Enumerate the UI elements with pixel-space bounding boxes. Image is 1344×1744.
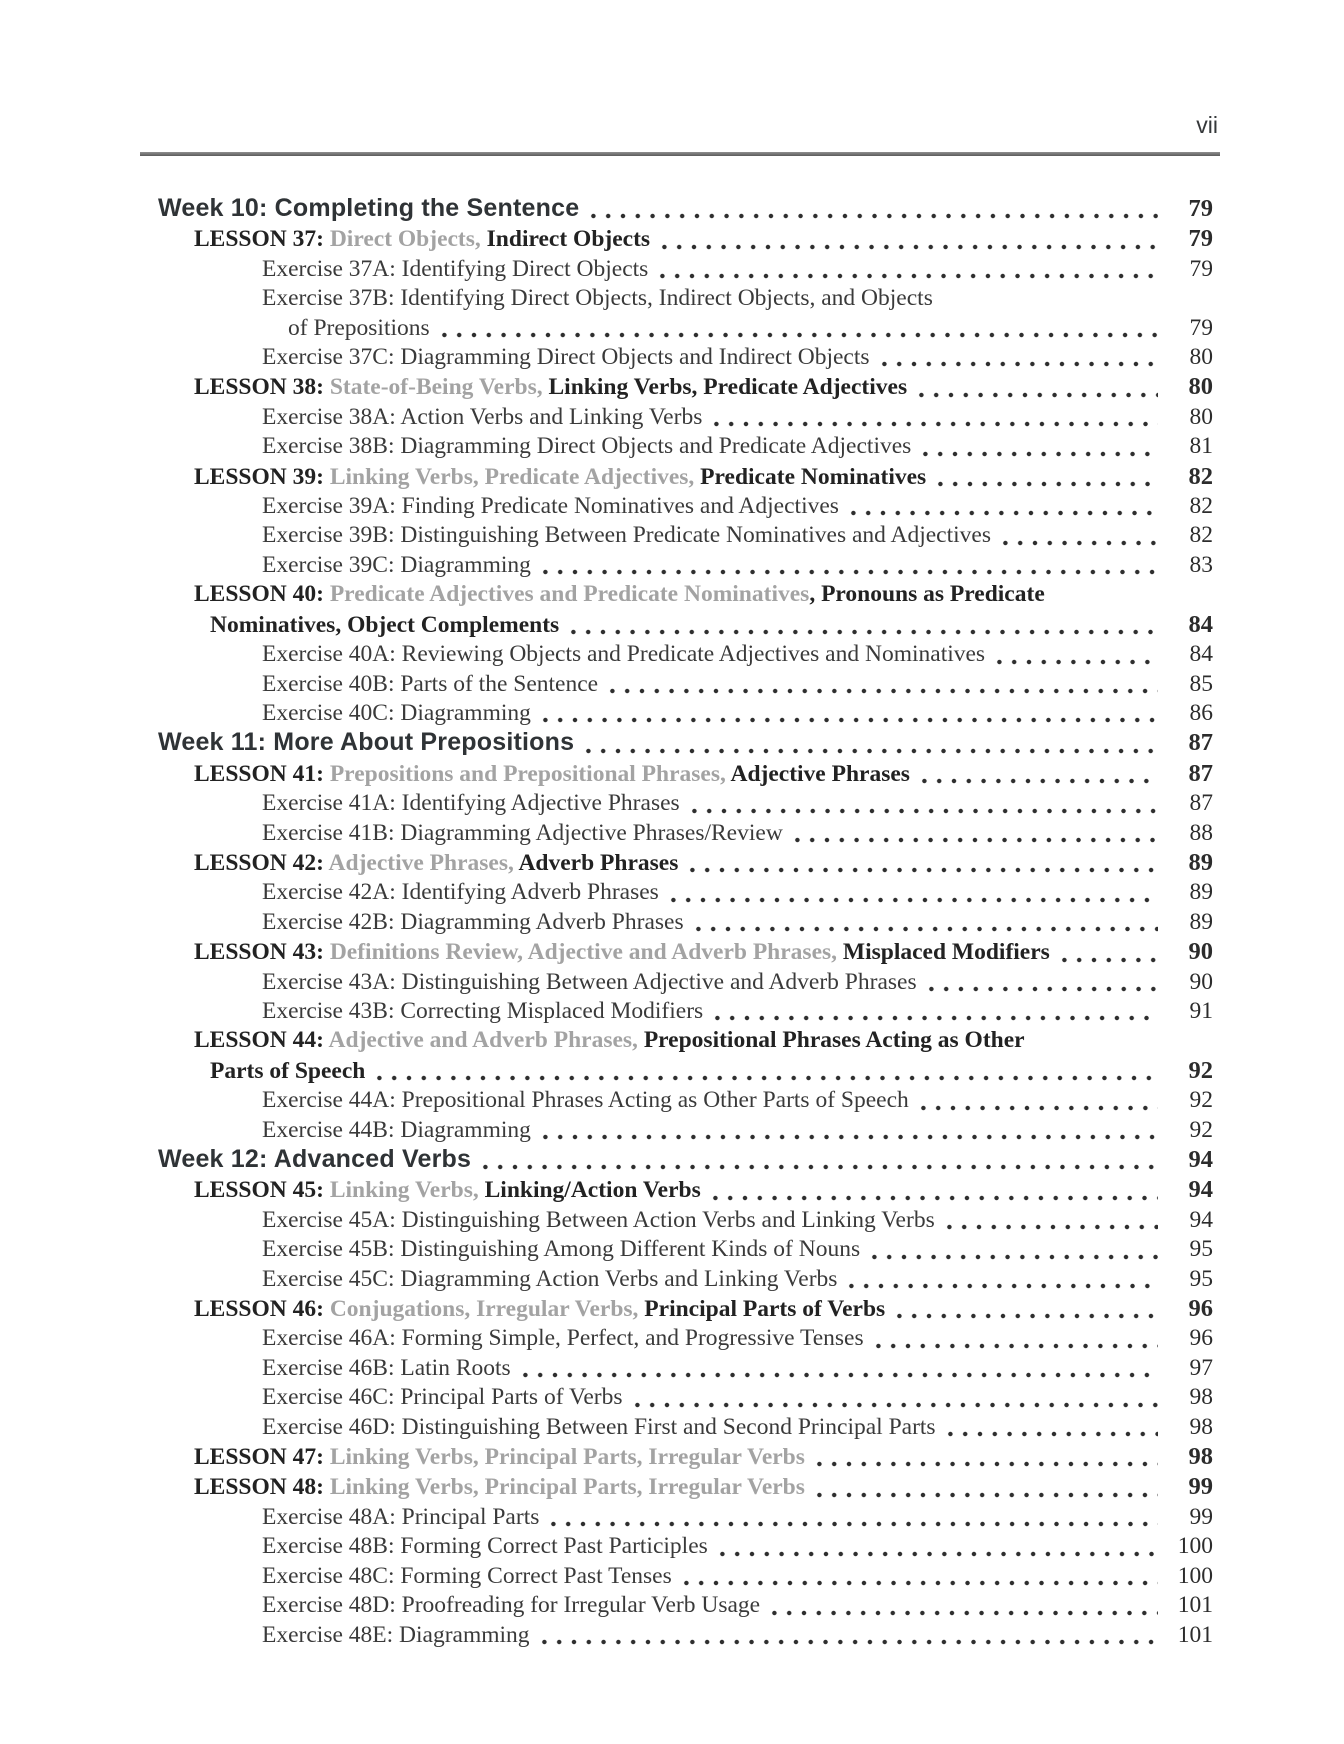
toc-entry-text: [262, 1562, 672, 1591]
toc-entry-text: [262, 789, 680, 818]
toc-text-segment: Adverb Phrases: [518, 849, 679, 876]
toc-text-segment: Exercise 48A: Principal Parts: [262, 1503, 540, 1530]
toc-text-segment: Week 10: Completing the Sentence: [158, 194, 580, 222]
toc-text-segment: Exercise 42A: Identifying Adverb Phrases: [262, 879, 659, 906]
toc-entry-text: [158, 194, 579, 224]
toc-entry-text: [262, 521, 991, 550]
dot-leader: [687, 807, 1158, 815]
dot-leader: [537, 1638, 1158, 1646]
toc-text-segment: Week 11: More About Prepositions: [158, 728, 575, 757]
page-number: 82: [1189, 522, 1213, 549]
dot-leader: [924, 985, 1158, 993]
toc-text-segment: Exercise 45B: Distinguishing Among Different Kinds of Nouns: [262, 1236, 861, 1263]
toc-text-segment: LESSON 42:: [194, 849, 329, 876]
toc-row: [158, 432, 1213, 461]
toc-text-segment: Parts of Speech: [210, 1057, 366, 1084]
toc-text-segment: Predicate Adjectives and Predicate Nominatives: [329, 581, 810, 608]
toc-entry-text: [194, 760, 910, 789]
page-number: 85: [1189, 670, 1213, 697]
toc-row: [158, 314, 1213, 343]
toc-entry-text: [262, 997, 703, 1026]
toc-text-segment: Exercise 46B: Latin Roots: [262, 1354, 511, 1381]
dot-leader: [942, 1223, 1158, 1231]
toc-text-segment: LESSON 37:: [194, 226, 330, 253]
toc-row: [158, 462, 1213, 492]
toc-row: [158, 819, 1213, 848]
dot-leader: [666, 896, 1158, 904]
toc-text-segment: Exercise 37B: Identifying Direct Objects, Indirect Objects, and Objects: [262, 285, 933, 312]
toc-row: [158, 1294, 1213, 1324]
toc-text-segment: Principal Parts of Verbs: [644, 1296, 886, 1323]
folio-page-number: vii: [1196, 112, 1218, 138]
toc-entry-text: [262, 1116, 531, 1145]
toc-text-segment: Definitions Review, Adjective and Adverb Phrases,: [329, 939, 843, 966]
toc-entry-text: [262, 640, 985, 669]
toc-row: [158, 1235, 1213, 1264]
toc-text-segment: Exercise 40A: Reviewing Objects and Predicate Adjectives and Nominatives: [262, 641, 986, 668]
page-number: 89: [1188, 848, 1213, 876]
page-number: 81: [1189, 433, 1213, 460]
toc-text-segment: Exercise 44B: Diagramming: [262, 1116, 531, 1143]
toc-entry-text: [262, 878, 659, 907]
page-number: 98: [1188, 1443, 1213, 1471]
toc-text-segment: Exercise 40C: Diagramming: [262, 699, 531, 726]
toc-text-segment: Linking Verbs, Predicate Adjectives: [548, 374, 908, 401]
toc-entry-text: [262, 908, 684, 937]
dot-leader: [538, 568, 1158, 576]
dot-leader: [918, 450, 1158, 458]
page-number: 83: [1189, 551, 1213, 578]
page-number: 79: [1188, 225, 1213, 253]
toc-text-segment: Exercise 38B: Diagramming Direct Objects and Predicate Adjectives: [262, 433, 912, 460]
page-number: 84: [1189, 641, 1213, 668]
page-number: 92: [1189, 1087, 1213, 1114]
page-number: 86: [1189, 699, 1213, 726]
page-number: 90: [1189, 968, 1213, 995]
toc-row: [158, 224, 1213, 254]
page-number: 101: [1177, 1592, 1213, 1619]
dot-leader: [992, 658, 1158, 666]
toc-entry-text: [194, 1473, 805, 1502]
header-rule: [140, 152, 1220, 156]
toc-entry-text: [262, 1265, 837, 1294]
toc-row: [158, 1413, 1213, 1442]
toc-row: [158, 728, 1213, 758]
toc-row: [158, 640, 1213, 669]
dot-leader: [372, 1074, 1158, 1082]
toc-entry-text: [194, 1295, 885, 1324]
toc-entry-text: [262, 255, 648, 284]
dot-leader: [630, 1401, 1159, 1409]
toc-row: [158, 343, 1213, 372]
page-number: 96: [1189, 1325, 1213, 1352]
page-number: 79: [1189, 314, 1213, 341]
toc-text-segment: , Pronouns as Predicate: [809, 581, 1045, 608]
toc-text-segment: Exercise 48E: Diagramming: [262, 1621, 530, 1648]
toc-row: [158, 1086, 1213, 1115]
page-number: 94: [1189, 1206, 1213, 1233]
toc-text-segment: Exercise 40B: Parts of the Sentence: [262, 670, 599, 697]
toc-entry-text: [194, 580, 1045, 609]
toc-text-segment: LESSON 40:: [194, 581, 330, 608]
toc-text-segment: Exercise 38A: Action Verbs and Linking Verbs: [262, 403, 703, 430]
page-number: 97: [1189, 1354, 1213, 1381]
toc-row: [158, 1532, 1213, 1561]
toc-text-segment: of Prepositions: [288, 314, 430, 341]
toc-entry-text: [262, 403, 702, 432]
dot-leader: [916, 1104, 1158, 1112]
toc-text-segment: Indirect Objects: [486, 226, 651, 253]
toc-row: [158, 1026, 1213, 1055]
toc-entry-text: [262, 1383, 623, 1412]
page-number: 92: [1188, 1056, 1213, 1084]
toc-text-segment: Adjective Phrases,: [328, 849, 519, 876]
toc-text-segment: Linking Verbs, Principal Parts, Irregular Verbs: [329, 1444, 805, 1471]
toc-entry-text: [194, 849, 678, 878]
dot-leader: [708, 1194, 1158, 1202]
toc-text-segment: Linking Verbs, Predicate Adjectives,: [329, 463, 701, 490]
toc-text-segment: LESSON 38:: [194, 374, 330, 401]
toc-entry-text: [262, 284, 933, 313]
toc-row: [158, 968, 1213, 997]
toc-text-segment: LESSON 47:: [194, 1444, 330, 1471]
toc-text-segment: Exercise 46C: Principal Parts of Verbs: [262, 1384, 623, 1411]
toc-text-segment: Exercise 45A: Distinguishing Between Action Verbs and Linking Verbs: [262, 1206, 935, 1233]
toc-entry-text: [288, 314, 430, 343]
toc-text-segment: LESSON 41:: [194, 760, 330, 787]
page-number: 80: [1189, 344, 1213, 371]
toc-entry-text: [194, 938, 1050, 967]
dot-leader: [657, 243, 1158, 251]
toc-text-segment: Adjective and Adverb Phrases,: [328, 1027, 644, 1054]
toc-entry-text: [262, 699, 531, 728]
page-number: 90: [1188, 938, 1213, 966]
toc-text-segment: Misplaced Modifiers: [842, 939, 1050, 966]
table-of-contents: [158, 194, 1213, 1650]
toc-text-segment: State-of-Being Verbs,: [329, 374, 549, 401]
page-number: 87: [1189, 790, 1213, 817]
toc-row: [158, 1145, 1213, 1175]
page-number: 92: [1189, 1116, 1213, 1143]
dot-leader: [1057, 956, 1158, 964]
toc-entry-text: [158, 1145, 471, 1175]
toc-text-segment: LESSON 44:: [194, 1027, 329, 1054]
page-number: 96: [1188, 1295, 1213, 1323]
toc-row: [158, 255, 1213, 284]
page-number: 80: [1188, 373, 1213, 401]
dot-leader: [655, 272, 1158, 280]
dot-leader: [998, 539, 1158, 547]
dot-leader: [871, 1342, 1158, 1350]
page-number: 101: [1177, 1621, 1213, 1648]
dot-leader: [518, 1371, 1158, 1379]
toc-text-segment: Exercise 39A: Finding Predicate Nominatives and Adjectives: [262, 493, 839, 520]
toc-text-segment: Exercise 41A: Identifying Adjective Phrases: [262, 790, 680, 817]
page-number: 87: [1188, 759, 1213, 787]
toc-text-segment: Exercise 48C: Forming Correct Past Tenses: [262, 1562, 672, 1589]
toc-text-segment: Exercise 46A: Forming Simple, Perfect, and Progressive Tenses: [262, 1325, 864, 1352]
toc-text-segment: LESSON 46:: [194, 1296, 330, 1323]
page-number: 82: [1188, 462, 1213, 490]
toc-text-segment: Exercise 43A: Distinguishing Between Adjective and Adverb Phrases: [262, 968, 917, 995]
toc-text-segment: Exercise 42B: Diagramming Adverb Phrases: [262, 908, 684, 935]
toc-row: [158, 551, 1213, 580]
toc-text-segment: Exercise 46D: Distinguishing Between First and Second Principal Parts: [262, 1413, 936, 1440]
toc-entry-text: [210, 611, 559, 640]
toc-text-segment: Exercise 37A: Identifying Direct Objects: [262, 255, 649, 282]
toc-row: [158, 1116, 1213, 1145]
toc-entry-text: [262, 1324, 864, 1353]
toc-row: [158, 1206, 1213, 1235]
toc-row: [158, 1442, 1213, 1472]
dot-leader: [844, 1282, 1158, 1290]
toc-row: [158, 1562, 1213, 1591]
dot-leader: [917, 777, 1158, 785]
toc-row: [158, 492, 1213, 521]
dot-leader: [538, 1133, 1158, 1141]
toc-entry-text: [194, 225, 650, 254]
toc-text-segment: Adjective Phrases: [730, 760, 910, 787]
toc-row: [158, 878, 1213, 907]
toc-entry-text: [262, 1413, 936, 1442]
toc-text-segment: Conjugations, Irregular Verbs,: [329, 1296, 645, 1323]
toc-text-segment: Prepositional Phrases Acting as Other: [643, 1027, 1025, 1054]
page-number: 100: [1177, 1562, 1213, 1589]
toc-row: [158, 759, 1213, 789]
toc-text-segment: Exercise 39B: Distinguishing Between Predicate Nominatives and Adjectives: [262, 522, 991, 549]
toc-entry-text: [262, 968, 917, 997]
dot-leader: [812, 1491, 1158, 1499]
toc-text-segment: Nominatives, Object Complements: [210, 611, 560, 638]
toc-text-segment: Week 12: Advanced Verbs: [158, 1145, 472, 1173]
dot-leader: [691, 925, 1158, 933]
toc-row: [158, 372, 1213, 402]
dot-leader: [437, 331, 1158, 339]
page-number: 98: [1189, 1413, 1213, 1440]
toc-entry-text: [194, 1176, 701, 1205]
toc-entry-text: [194, 1026, 1025, 1055]
page-number: 100: [1177, 1533, 1213, 1560]
page-number: 89: [1189, 908, 1213, 935]
toc-row: [158, 1503, 1213, 1532]
toc-text-segment: Exercise 44A: Prepositional Phrases Acting as Other Parts of Speech: [262, 1087, 909, 1114]
dot-leader: [914, 391, 1158, 399]
toc-entry-text: [262, 670, 598, 699]
toc-text-segment: Linking Verbs,: [329, 1177, 485, 1204]
toc-entry-text: [262, 1206, 935, 1235]
page-number: 99: [1188, 1473, 1213, 1501]
toc-text-segment: Exercise 43B: Correcting Misplaced Modifiers: [262, 997, 704, 1024]
toc-text-segment: Prepositions and Prepositional Phrases,: [329, 760, 731, 787]
dot-leader: [538, 716, 1158, 724]
page-number: 98: [1189, 1384, 1213, 1411]
toc-entry-text: [262, 1235, 860, 1264]
dot-leader: [846, 509, 1158, 517]
dot-leader: [767, 1609, 1158, 1617]
dot-leader: [679, 1579, 1158, 1587]
toc-entry-text: [158, 728, 574, 758]
toc-entry-text: [194, 1443, 805, 1472]
toc-row: [158, 284, 1213, 313]
toc-row: [158, 610, 1213, 640]
dot-leader: [933, 480, 1158, 488]
page-number: 87: [1188, 729, 1213, 757]
toc-entry-text: [262, 1591, 760, 1620]
page-number: 82: [1189, 493, 1213, 520]
toc-row: [158, 403, 1213, 432]
dot-leader: [877, 360, 1158, 368]
toc-entry-text: [194, 463, 926, 492]
toc-row: [158, 848, 1213, 878]
toc-entry-text: [262, 1354, 511, 1383]
toc-entry-text: [262, 1532, 708, 1561]
dot-leader: [586, 212, 1158, 220]
page-number: 91: [1189, 997, 1213, 1024]
page-number: 94: [1188, 1146, 1213, 1173]
page-number: 89: [1189, 879, 1213, 906]
dot-leader: [790, 836, 1158, 844]
toc-text-segment: Exercise 39C: Diagramming: [262, 551, 531, 578]
page-number: 79: [1189, 255, 1213, 282]
dot-leader: [709, 420, 1158, 428]
page-number: 88: [1189, 819, 1213, 846]
dot-leader: [546, 1520, 1158, 1528]
dot-leader: [867, 1253, 1158, 1261]
toc-row: [158, 997, 1213, 1026]
dot-leader: [715, 1550, 1158, 1558]
toc-entry-text: [262, 492, 839, 521]
toc-entry-text: [262, 551, 531, 580]
toc-text-segment: Predicate Nominatives: [700, 463, 927, 490]
toc-entry-text: [262, 343, 870, 372]
toc-text-segment: Exercise 48D: Proofreading for Irregular Verb Usage: [262, 1592, 761, 1619]
dot-leader: [943, 1430, 1158, 1438]
dot-leader: [710, 1014, 1158, 1022]
toc-text-segment: LESSON 39:: [194, 463, 330, 490]
dot-leader: [685, 866, 1158, 874]
dot-leader: [812, 1460, 1158, 1468]
toc-text-segment: Exercise 41B: Diagramming Adjective Phrases/Review: [262, 819, 783, 846]
toc-entry-text: [262, 1503, 539, 1532]
toc-text-segment: LESSON 48:: [194, 1474, 330, 1501]
page-number: 95: [1189, 1265, 1213, 1292]
toc-row: [158, 789, 1213, 818]
page-number: 94: [1188, 1176, 1213, 1204]
toc-row: [158, 670, 1213, 699]
toc-text-segment: LESSON 43:: [194, 939, 330, 966]
toc-text-segment: Linking Verbs, Principal Parts, Irregular Verbs: [329, 1474, 805, 1501]
toc-row: [158, 908, 1213, 937]
toc-row: [158, 1591, 1213, 1620]
toc-row: [158, 1383, 1213, 1412]
toc-row: [158, 1175, 1213, 1205]
toc-text-segment: Direct Objects,: [329, 226, 487, 253]
toc-row: [158, 699, 1213, 728]
toc-entry-text: [194, 373, 907, 402]
dot-leader: [581, 747, 1158, 755]
toc-text-segment: Exercise 45C: Diagramming Action Verbs and Linking Verbs: [262, 1265, 838, 1292]
toc-row: [158, 1472, 1213, 1502]
toc-entry-text: [262, 819, 783, 848]
page-number: 80: [1189, 403, 1213, 430]
page-number: 95: [1189, 1236, 1213, 1263]
toc-entry-text: [210, 1057, 365, 1086]
toc-text-segment: Exercise 37C: Diagramming Direct Objects and Indirect Objects: [262, 344, 870, 371]
toc-text-segment: Linking/Action Verbs: [484, 1177, 701, 1204]
page-number: 84: [1188, 610, 1213, 638]
toc-text-segment: LESSON 45:: [194, 1177, 330, 1204]
toc-row: [158, 1265, 1213, 1294]
toc-row: [158, 194, 1213, 224]
dot-leader: [478, 1163, 1158, 1171]
dot-leader: [605, 687, 1158, 695]
dot-leader: [566, 628, 1158, 636]
toc-entry-text: [262, 432, 911, 461]
toc-row: [158, 1354, 1213, 1383]
toc-text-segment: Exercise 48B: Forming Correct Past Participles: [262, 1533, 708, 1560]
toc-entry-text: [262, 1621, 530, 1650]
toc-entry-text: [262, 1086, 909, 1115]
toc-row: [158, 1621, 1213, 1650]
toc-row: [158, 1056, 1213, 1086]
toc-row: [158, 937, 1213, 967]
toc-row: [158, 1324, 1213, 1353]
dot-leader: [892, 1312, 1158, 1320]
toc-row: [158, 580, 1213, 609]
page-number: 99: [1189, 1503, 1213, 1530]
toc-row: [158, 521, 1213, 550]
page-number: 79: [1188, 195, 1213, 222]
